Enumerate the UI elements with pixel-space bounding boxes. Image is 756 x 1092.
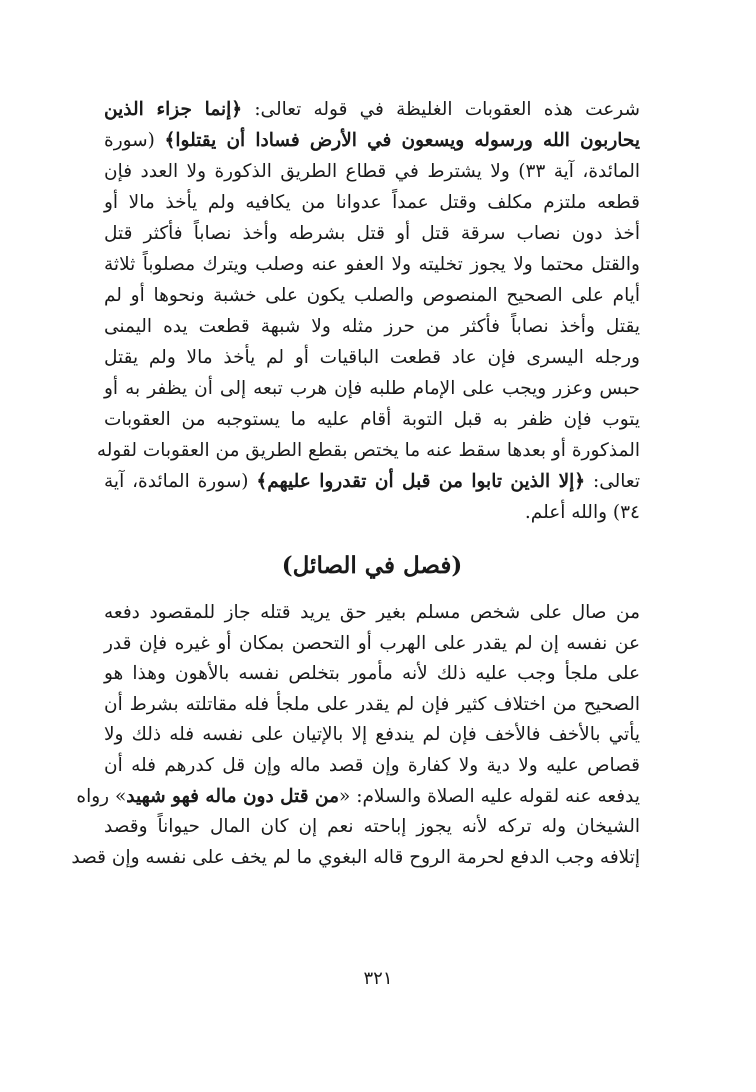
text-line — [104, 751, 640, 782]
text-segment: يأتي بالأخف فالأخف فإن لم يندفع إلا بالإتيان على نفسه فله ذلك ولا — [104, 724, 640, 746]
text-segment: قصاص عليه ولا دية ولا كفارة وإن قصد ماله وإن قل كدرهم فله أن — [104, 754, 640, 776]
page-number: ٣٢١ — [363, 968, 393, 989]
quoted-text: ﴿إلا الذين تابوا من قبل أن تقدروا عليهم﴾ — [256, 471, 586, 492]
paragraph-qutta-al-tariq — [96, 94, 640, 528]
text-line — [104, 497, 640, 528]
text-segment: (سورة المائدة، آية — [104, 471, 257, 492]
text-segment: من صال على شخص مسلم بغير حق يريد قتله جاز للمقصود دفعه — [104, 602, 640, 623]
text-segment: شرعت هذه العقوبات الغليظة في قوله تعالى: — [242, 99, 640, 120]
text-line — [104, 156, 640, 187]
quoted-text: من قتل دون ماله فهو شهيد — [126, 785, 340, 807]
text-segment: » رواه — [76, 785, 127, 807]
text-segment: ٣٤) والله أعلم. — [524, 502, 640, 523]
text-segment: المذكورة أو بعدها سقط عنه ما يختص بقطع الطريق من العقوبات لقوله — [96, 440, 640, 461]
text-line — [104, 720, 640, 751]
text-line — [104, 218, 640, 249]
text-line — [104, 249, 640, 280]
paragraph-al-sail — [71, 598, 640, 873]
text-line — [71, 843, 640, 874]
text-line — [104, 466, 640, 497]
text-segment: الشيخان وله تركه لأنه يجوز إباحته نعم إن كان المال حيواناً وقصد — [104, 816, 640, 838]
text-segment: والقتل محتما ولا يجوز تخليته ولا العفو عنه وصلب ويترك مصلوباً ثلاثة — [104, 254, 640, 275]
text-segment: المائدة، آية ٣٣) ولا يشترط في قطاع الطريق الذكورة ولا العدد فإن — [104, 161, 640, 182]
text-line — [96, 435, 640, 466]
text-line — [104, 125, 640, 156]
text-line — [104, 598, 640, 629]
text-line — [104, 280, 640, 311]
text-segment: ورجله اليسرى فإن عاد قطعت الباقيات أو لم يأخذ مالا ولم يقتل — [104, 347, 640, 368]
text-segment: تعالى: — [585, 471, 640, 492]
text-segment: الصحيح من اختلاف كثير فإن لم يقدر على ملجأ فله مقاتلته بشرط أن — [104, 693, 640, 715]
text-segment: حبس وعزر ويجب على الإمام طلبه فإن هرب تبعه إلى أن يظفر به أو — [104, 378, 640, 399]
text-line — [104, 404, 640, 435]
text-line — [76, 782, 640, 813]
text-line — [104, 812, 640, 843]
text-segment: قطعه ملتزم مكلف وقتل عمداً عدوانا من يكافيه ولم يأخذ مالا أو — [104, 192, 640, 213]
text-line — [104, 373, 640, 404]
text-segment: يتوب فإن ظفر به قبل التوبة أقام عليه ما يستوجبه من العقوبات — [104, 409, 640, 430]
text-segment: إتلافه وجب الدفع لحرمة الروح قاله البغوي ما لم يخف على نفسه وإن قصد — [71, 846, 640, 868]
quoted-text: ﴿إنما جزاء الذين — [104, 99, 243, 120]
text-segment: على ملجأ وجب عليه ذلك لأنه مأمور بتخلص نفسه بالأهون وهذا هو — [104, 663, 640, 685]
section-heading: (فصل في الصائل) — [281, 552, 463, 579]
quoted-text: يحاربون الله ورسوله ويسعون في الأرض فسادا أن يقتلوا﴾ — [164, 130, 640, 151]
text-segment: يدفعه عنه لقوله عليه الصلاة والسلام: « — [339, 785, 640, 807]
text-segment: عن نفسه إن لم يقدر على الهرب أو التحصن بمكان أو غيره فإن قدر — [104, 632, 640, 654]
text-segment: (سورة — [104, 130, 165, 151]
text-segment: يقتل وأخذ نصاباً فأكثر من حرز مثله ولا شبهة قطعت يده اليمنى — [104, 316, 640, 337]
text-line — [104, 94, 640, 125]
text-segment: أيام على الصحيح المنصوص والصلب يكون على خشبة ونحوها أو لم — [104, 285, 640, 306]
text-segment: أخذ دون نصاب سرقة قتل أو قتل بشرطه وأخذ نصاباً فأكثر قتل — [104, 223, 640, 244]
text-line — [104, 629, 640, 660]
text-line — [104, 187, 640, 218]
text-line — [104, 311, 640, 342]
page-body — [71, 94, 640, 873]
text-line — [104, 342, 640, 373]
text-line — [104, 659, 640, 690]
text-line — [104, 690, 640, 721]
